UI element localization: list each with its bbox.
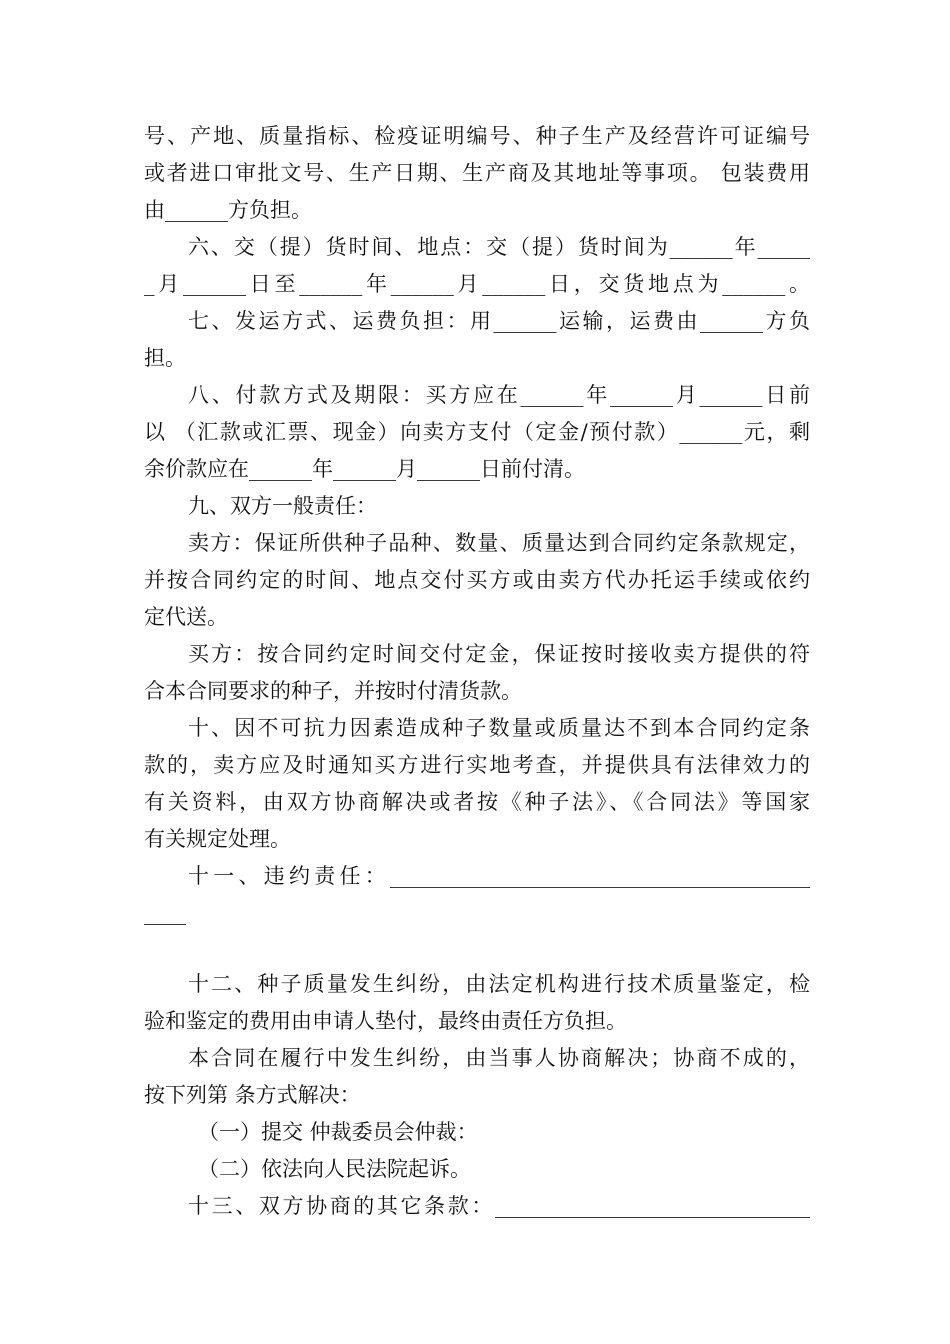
clause-12-line: 十二、种子质量发生纠纷，由法定机构进行技术质量鉴定，检 <box>188 972 810 996</box>
text-line: 或者进口审批文号、生产日期、生产商及其地址等事项。 包装费用 <box>144 161 810 185</box>
option-2-line: （二）依法向人民法院起诉。 <box>198 1157 471 1181</box>
buyer-duty-line: 买方：按合同约定时间交付定金，保证按时接收卖方提供的符 <box>188 642 810 666</box>
text-line: ____ <box>144 901 186 925</box>
text-line: 有关规定处理。 <box>144 827 291 851</box>
clause-8-line: 八、付款方式及期限：买方应在______年______月______日前 <box>188 383 810 407</box>
dispute-line: 本合同在履行中发生纠纷，由当事人协商解决；协商不成的， <box>188 1046 810 1070</box>
text-line: 按下列第 条方式解决： <box>144 1083 361 1107</box>
clause-7-line: 七、发运方式、运费负担：用______运输，运费由______方负 <box>188 309 810 333</box>
option-1-line: （一）提交 仲裁委员会仲裁： <box>198 1120 478 1144</box>
paragraph-gap <box>144 932 810 966</box>
text-line: 有关资料，由双方协商解决或者按《种子法》、《合同法》等国家 <box>144 790 810 814</box>
text-line: 号、产地、质量指标、检疫证明编号、种子生产及经营许可证编号 <box>144 124 810 148</box>
clause-9-heading: 九、双方一般责任： <box>188 494 377 518</box>
text-line: 合本合同要求的种子，并按时付清货款。 <box>144 679 522 703</box>
text-line: 余价款应在______年______月______日前付清。 <box>144 457 585 481</box>
text-line: 由______方负担。 <box>144 198 312 222</box>
contract-page <box>144 118 810 1225</box>
text-line: 定代送。 <box>144 605 228 629</box>
clause-11-line: 十一、违约责任：________________________________________ <box>188 864 810 888</box>
text-line: _月______日至______年______月______日，交货地点为______。 <box>144 272 810 296</box>
text-line: 担。 <box>144 346 186 370</box>
text-line: 以 （汇款或汇票、现金）向卖方支付（定金/预付款）______元，剩 <box>144 420 810 444</box>
clause-13-line: 十三、双方协商的其它条款：______________________________ <box>188 1194 810 1218</box>
text-line: 款的，卖方应及时通知买方进行实地考查，并提供具有法律效力的 <box>144 753 810 777</box>
clause-6-line: 六、交（提）货时间、地点：交（提）货时间为______年_____ <box>188 235 810 259</box>
text-line: 并按合同约定的时间、地点交付买方或由卖方代办托运手续或依约 <box>144 568 810 592</box>
clause-10-line: 十、因不可抗力因素造成种子数量或质量达不到本合同约定条 <box>188 716 810 740</box>
seller-duty-line: 卖方：保证所供种子品种、数量、质量达到合同约定条款规定， <box>188 531 810 555</box>
text-line: 验和鉴定的费用由申请人垫付，最终由责任方负担。 <box>144 1009 627 1033</box>
